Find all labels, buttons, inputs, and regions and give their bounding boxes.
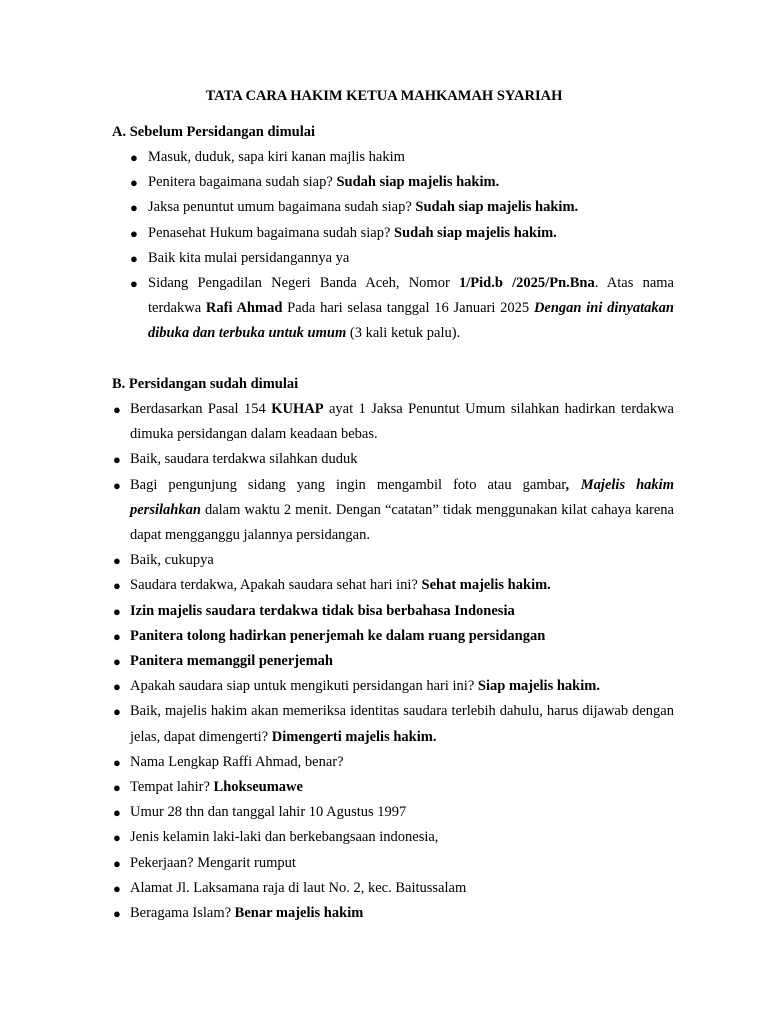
list-item bbox=[113, 548, 674, 573]
list-item bbox=[113, 876, 674, 901]
list-item-text: Sidang Pengadilan Negeri Banda Aceh, Nomor bbox=[148, 275, 460, 292]
list-item bbox=[113, 447, 674, 472]
list-item-text: . Atas nama terdakwa bbox=[148, 275, 674, 317]
bullet-icon: ● bbox=[113, 452, 121, 468]
bullet-icon: ● bbox=[130, 175, 138, 191]
list-item-text: KUHAP bbox=[271, 401, 324, 417]
list-item-text: Jaksa penuntut umum bagaimana sudah siap? bbox=[148, 199, 416, 216]
section-b-heading: B. Persidangan sudah dimulai bbox=[112, 376, 299, 392]
bullet-icon: ● bbox=[113, 402, 121, 417]
list-item-text: Nama Lengkap Raffi Ahmad, benar? bbox=[130, 753, 344, 770]
list-item-text: Sudah siap majelis hakim. bbox=[415, 199, 579, 216]
section-b-list bbox=[113, 397, 674, 926]
bullet-icon: ● bbox=[113, 654, 121, 670]
list-item-text: Beragama Islam? bbox=[130, 905, 235, 922]
list-item bbox=[113, 649, 674, 674]
list-item bbox=[113, 473, 674, 549]
list-item-text: dalam waktu 2 menit. Dengan “catatan” tidak menggunakan kilat cahaya karena dapat mengganggu jalannya persidangan. bbox=[130, 501, 674, 544]
list-item-text: Pada hari selasa tanggal 16 Januari 2025 bbox=[282, 300, 534, 317]
list-item-text: Sudah siap majelis hakim. bbox=[336, 174, 500, 191]
list-item-text: Lhokseumawe bbox=[213, 779, 303, 796]
list-item-text: 1/Pid.b /2025/Pn.Bna bbox=[459, 275, 595, 292]
list-item bbox=[130, 170, 674, 195]
bullet-icon: ● bbox=[113, 679, 121, 695]
page-title: TATA CARA HAKIM KETUA MAHKAMAH SYARIAH bbox=[205, 88, 563, 104]
list-item-text: Berdasarkan Pasal 154 bbox=[130, 401, 272, 417]
bullet-icon: ● bbox=[130, 250, 138, 266]
bullet-icon: ● bbox=[130, 150, 138, 165]
list-item-text: Benar majelis hakim bbox=[234, 905, 364, 922]
list-item-text: (3 kali ketuk palu). bbox=[346, 325, 461, 342]
bullet-icon: ● bbox=[113, 855, 121, 871]
list-item-text: Penitera bagaimana sudah siap? bbox=[148, 174, 337, 191]
bullet-icon: ● bbox=[113, 477, 121, 493]
list-item bbox=[130, 271, 674, 347]
list-item-text: Dimengerti majelis hakim. bbox=[271, 728, 437, 745]
list-item-text: Pekerjaan? Mengarit rumput bbox=[130, 854, 296, 871]
list-item-text: Saudara terdakwa, Apakah saudara sehat hari ini? bbox=[130, 577, 422, 594]
bullet-icon: ● bbox=[130, 200, 138, 216]
list-item-text: Sudah siap majelis hakim. bbox=[394, 224, 557, 241]
bullet-icon: ● bbox=[130, 276, 138, 292]
list-item-text: , Majelis hakim persilahkan bbox=[130, 476, 674, 518]
list-item bbox=[113, 851, 674, 876]
list-item bbox=[113, 901, 674, 926]
list-item-text: Sehat majelis hakim. bbox=[421, 577, 551, 594]
list-item-text: Bagi pengunjung sidang yang ingin mengambil foto atau gambar bbox=[130, 476, 567, 493]
list-item-text: Baik kita mulai persidangannya ya bbox=[148, 249, 350, 266]
list-item bbox=[130, 246, 674, 271]
list-item bbox=[130, 145, 674, 170]
list-item-text: Baik, cukupya bbox=[130, 552, 214, 569]
bullet-icon: ● bbox=[113, 754, 121, 770]
list-item-text: Izin majelis saudara terdakwa tidak bisa berbahasa Indonesia bbox=[130, 602, 515, 619]
list-item bbox=[113, 800, 674, 825]
bullet-icon: ● bbox=[113, 906, 121, 922]
list-item-text: Tempat lahir? bbox=[130, 779, 214, 796]
list-item-text: Masuk, duduk, sapa kiri kanan majlis hakim bbox=[148, 149, 405, 165]
list-item-text: Rafi Ahmad bbox=[205, 300, 283, 317]
list-item-text: Apakah saudara siap untuk mengikuti persidangan hari ini? bbox=[130, 678, 478, 695]
list-item-text: Panitera memanggil penerjemah bbox=[130, 653, 333, 670]
list-item-text: Baik, saudara terdakwa silahkan duduk bbox=[130, 451, 358, 468]
list-item-text: Alamat Jl. Laksamana raja di laut No. 2, kec. Baitussalam bbox=[130, 879, 467, 896]
bullet-icon: ● bbox=[113, 628, 121, 644]
bullet-icon: ● bbox=[113, 780, 121, 796]
list-item bbox=[113, 674, 674, 699]
bullet-icon: ● bbox=[113, 603, 121, 619]
list-item bbox=[113, 750, 674, 775]
bullet-icon: ● bbox=[113, 805, 121, 821]
list-item-text: Siap majelis hakim. bbox=[477, 678, 600, 695]
list-item bbox=[113, 573, 674, 598]
list-item bbox=[113, 825, 674, 850]
list-item bbox=[113, 775, 674, 800]
bullet-icon: ● bbox=[113, 704, 121, 720]
list-item-text: Dengan ini dinyatakan dibuka dan terbuka untuk umum bbox=[148, 300, 674, 342]
bullet-icon: ● bbox=[130, 225, 138, 241]
list-item-text: Umur 28 thn dan tanggal lahir 10 Agustus 1997 bbox=[130, 804, 407, 821]
bullet-icon: ● bbox=[113, 830, 121, 846]
list-item-text: ayat 1 Jaksa Penuntut Umum silahkan hadirkan terdakwa dimuka persidangan dalam keadaan bebas. bbox=[130, 401, 674, 443]
list-item bbox=[113, 397, 674, 447]
bullet-icon: ● bbox=[113, 553, 121, 569]
list-item bbox=[113, 699, 674, 749]
list-item bbox=[130, 195, 674, 220]
bullet-icon: ● bbox=[113, 578, 121, 594]
list-item bbox=[113, 624, 674, 649]
list-item-text: Jenis kelamin laki-laki dan berkebangsaan indonesia, bbox=[130, 829, 439, 846]
list-item bbox=[113, 599, 674, 624]
bullet-icon: ● bbox=[113, 880, 121, 896]
list-item-text: Penasehat Hukum bagaimana sudah siap? bbox=[148, 224, 395, 241]
section-a-list bbox=[130, 145, 674, 347]
list-item-text: Panitera tolong hadirkan penerjemah ke dalam ruang persidangan bbox=[130, 627, 546, 644]
section-a-heading: A. Sebelum Persidangan dimulai bbox=[112, 124, 316, 140]
list-item-text: Baik, majelis hakim akan memeriksa identitas saudara terlebih dahulu, harus dijawab dengan jelas, dapat dimengerti? bbox=[130, 703, 674, 745]
list-item bbox=[130, 221, 674, 246]
